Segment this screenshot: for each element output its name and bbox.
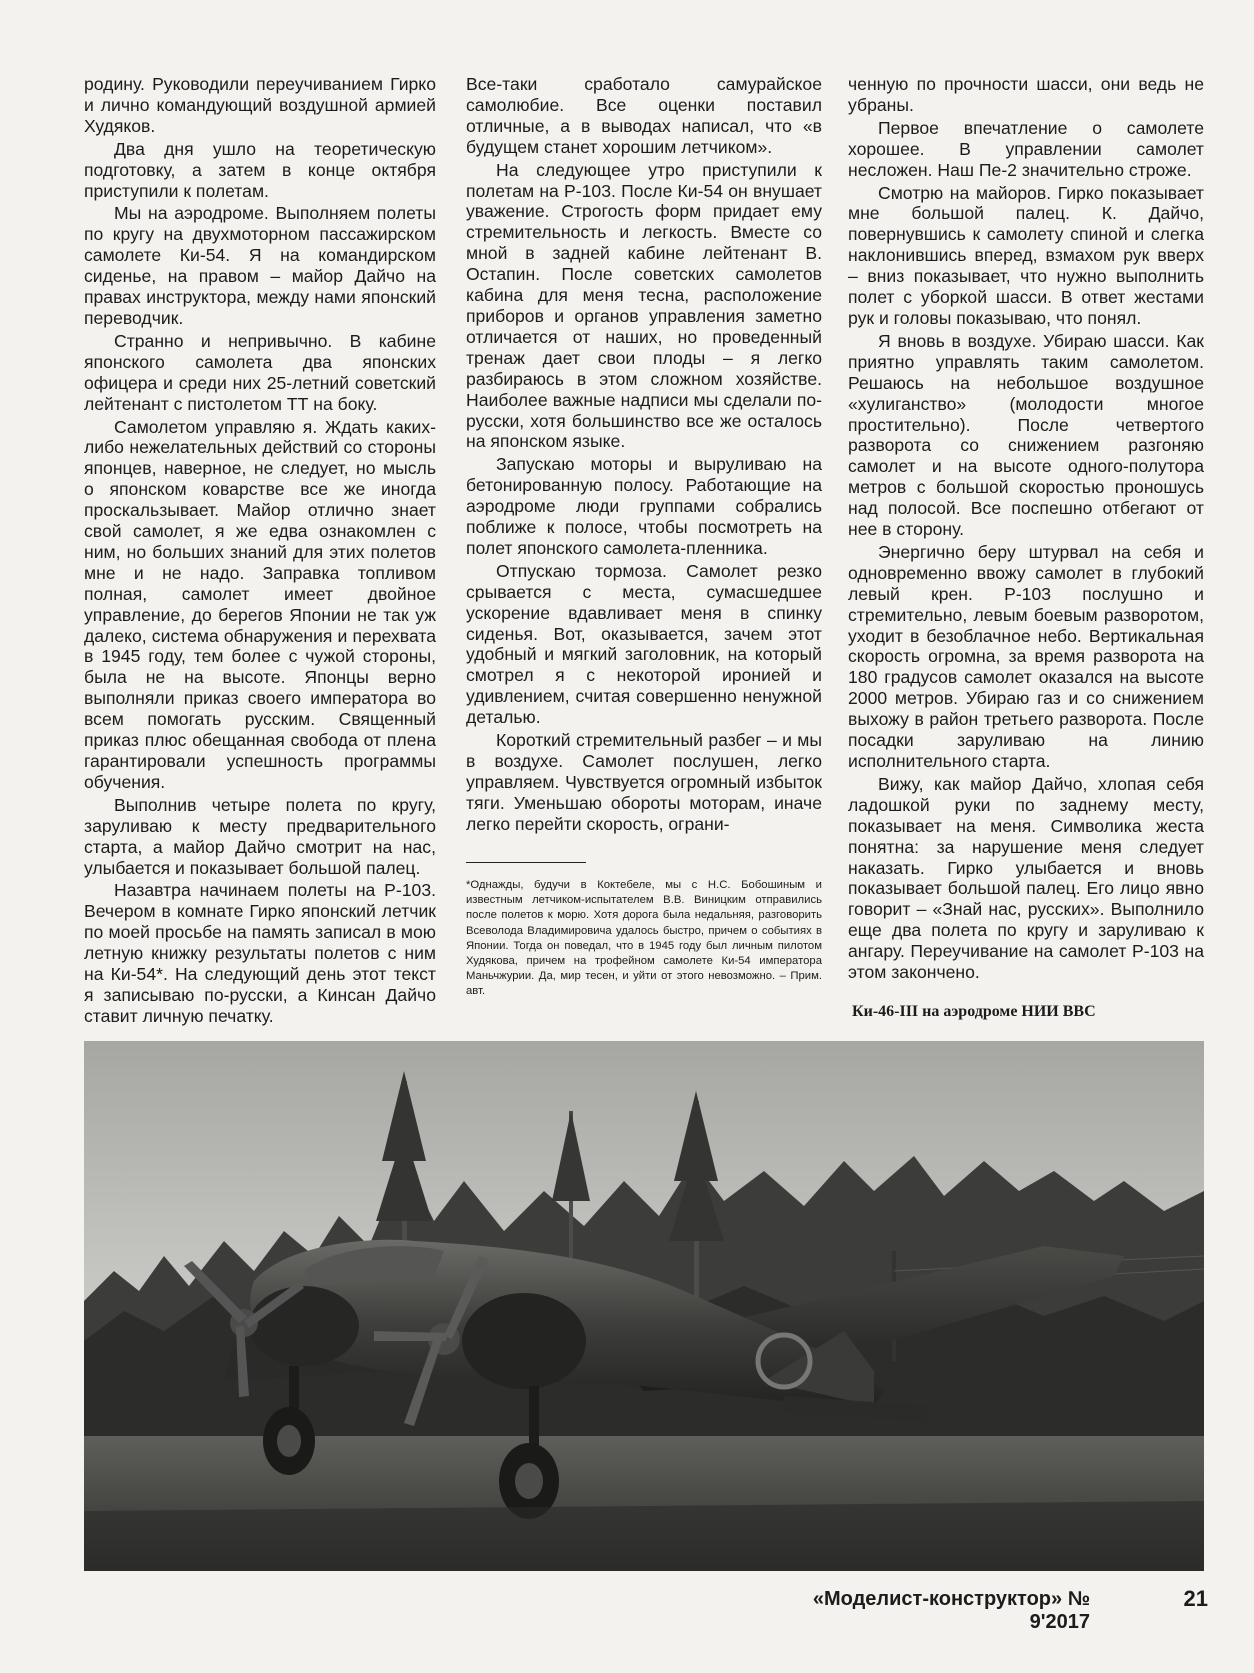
paragraph: Странно и непривычно. В кабине японского самолета два японских офицера и среди них 25-летний советский лейтенант с пистолетом ТТ на боку.: [84, 330, 436, 414]
paragraph: Запускаю моторы и выруливаю на бетонированную полосу. Работающие на аэродроме люди группами собрались поближе к полосе, чтобы посмотреть на полет японского самолета-пленника.: [466, 454, 822, 558]
paragraph: Первое впечатление о самолете хорошее. В управлении самолет несложен. Наш Пе-2 значительно строже.: [848, 117, 1204, 180]
paragraph: Энергично беру штурвал на себя и одновременно ввожу самолет в глубокий левый крен. Р-103 послушно и стремительно, левым боевым разворотом, уходит в безоблачное небо. Вертикальная скорость огромна, за время разворота на 180 градусов самолет оказался на высоте 2000 метров. Убираю газ и со снижением выхожу в район третьего разворота. После посадки заруливаю на линию исполнительного старта.: [848, 541, 1204, 771]
paragraph: Выполнив четыре полета по кругу, заруливаю к месту предварительного старта, а майор Дайчо смотрит на нас, улыбается и показывает большой палец.: [84, 794, 436, 878]
footnote-divider: [466, 862, 586, 863]
paragraph: Мы на аэродроме. Выполняем полеты по кругу на двухмоторном пассажирском самолете Ки-54. Я на командирском сиденье, на правом – майор Дайчо на правах инструктора, между нами японский переводчик.: [84, 203, 436, 328]
paragraph: ченную по прочности шасси, они ведь не убраны.: [848, 74, 1204, 115]
text-column-1: [84, 74, 436, 1029]
paragraph: родину. Руководили переучиванием Гирко и лично командующий воздушной армией Худяков.: [84, 74, 436, 136]
footnote: [466, 878, 822, 1000]
text-column-3: [848, 74, 1204, 985]
text-column-2: [466, 74, 822, 837]
paragraph: Два дня ушло на теоретическую подготовку, а затем в конце октября приступили к полетам.: [84, 138, 436, 201]
footnote-text: *Однажды, будучи в Коктебеле, мы с Н.С. Бобошиным и известным летчиком-испытателем В.В. Виницким отправились после полетов к морю. Хотя дорога была недальняя, разговорить Всеволода Владимировича удалось быстро, причем о событиях в Японии. Тогда он поведал, что в 1945 году был личным пилотом Худякова, причем на трофейном самолете Ки-54 императора Маньчжурии. Да, мир тесен, и уйти от этого невозможно. – Прим. авт.: [466, 879, 822, 998]
paragraph: Короткий стремительный разбег – и мы в воздухе. Самолет послушен, легко управляем. Чувствуется огромный избыток тяги. Уменьшаю обороты моторам, иначе легко перейти скорость, ограни-: [466, 730, 822, 834]
paragraph: Назавтра начинаем полеты на Р-103. Вечером в комнате Гирко японский летчик по моей просьбе на память записал в мою летную книжку результаты полетов с ним на Ки-54*. На следующий день этот текст я записываю по-русски, а Кинсан Дайчо ставит личную печатку.: [84, 880, 436, 1026]
magazine-title: «Моделист-конструктор» № 9'2017: [812, 1588, 1090, 1633]
paragraph: Все-таки сработало самурайское самолюбие. Все оценки поставил отличные, а в выводах написал, что «в будущем станет хорошим летчиком».: [466, 74, 822, 157]
aircraft-photo: [84, 1041, 1204, 1571]
photo-caption: Ки-46-III на аэродроме НИИ ВВС: [852, 1003, 1096, 1020]
paragraph: Вижу, как майор Дайчо, хлопая себя ладошкой руки по заднему месту, показывает на меня. Символика жеста понятна: за нарушение меня следует наказать. Гирко улыбается и вновь показывает большой палец. Его лицо явно говорит – «Знай нас, русских». Выполнило еще два полета по кругу и заруливаю к ангару. Переучивание на самолет Р-103 на этом закончено.: [848, 773, 1204, 983]
page-number: 21: [1183, 1586, 1208, 1611]
paragraph: На следующее утро приступили к полетам на Р-103. После Ки-54 он внушает уважение. Строгость форм придает ему стремительность и легкость. Вместе со мной в задней кабине лейтенант В. Остапин. После советских самолетов кабина для меня тесна, расположение приборов и органов управления заметно отличается от наших, но проведенный тренаж дает свои плоды – я легко разбираюсь в этом сложном хозяйстве. Наиболее важные надписи мы сделали по-русски, хотя большинство все же осталось на японском языке.: [466, 159, 822, 452]
paragraph: Смотрю на майоров. Гирко показывает мне большой палец. К. Дайчо, повернувшись к самолету спиной и слегка наклонившись вперед, взмахом рук вверх – вниз показывает, что нужно выполнить полет с уборкой шасси. В ответ жестами рук и головы показываю, что понял.: [848, 182, 1204, 328]
paragraph: Я вновь в воздухе. Убираю шасси. Как приятно управлять таким самолетом. Решаюсь на небольшое воздушное «хулиганство» (молодости многое простительно). После четвертого разворота со снижением разгоняю самолет и на высоте одного-полутора метров с большой скоростью проношусь над полосой. Все поспешно отбегают от нее в сторону.: [848, 330, 1204, 540]
paragraph: Отпускаю тормоза. Самолет резко срывается с места, сумасшедшее ускорение вдавливает меня в спинку сиденья. Вот, оказывается, зачем этот удобный и мягкий заголовник, на который смотрел я с некоторой иронией и удивлением, считая совершенно ненужной деталью.: [466, 560, 822, 728]
paragraph: Самолетом управляю я. Ждать каких-либо нежелательных действий со стороны японцев, наверное, не следует, но мысль о японском коварстве все же иногда проскальзывает. Майор отлично знает свой самолет, я же едва ознакомлен с ним, но больших знаний для этих полетов мне и не надо. Заправка топливом полная, самолет имеет двойное управление, до берегов Японии не так уж далеко, система обнаружения и перехвата в 1945 году, тем более с чужой стороны, была не на высоте. Японцы верно выполняли приказ своего императора во всем помогать русским. Священный приказ плюс обещанная свобода от плена гарантировали успешность программы обучения.: [84, 416, 436, 792]
